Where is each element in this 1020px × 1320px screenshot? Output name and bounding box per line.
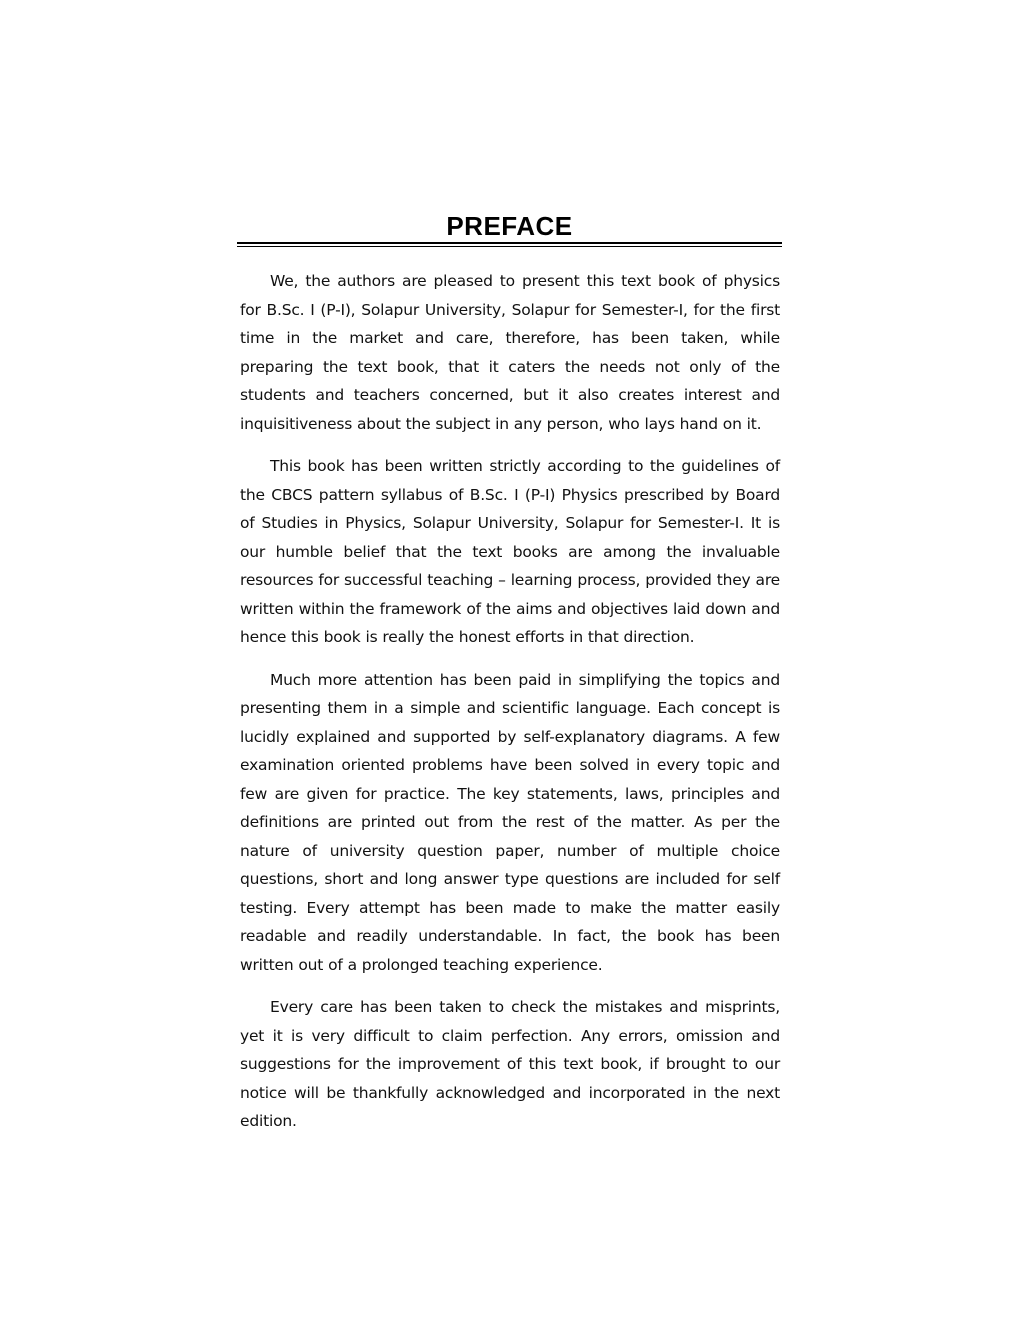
paragraph-2: This book has been written strictly according to the guidelines of the CBCS pattern syllabus of B.Sc. I (P-I) Physics prescribed by Board of Studies in Physics, Solapur University, Solapur for Semester-I. It is our humble belief that the text books are among the invaluable resources for successful teaching – learning process, provided they are written within the framework of the aims and objectives laid down and hence this book is really the honest efforts in that direction. [240, 457, 780, 646]
title-double-rule [237, 242, 782, 247]
page-title: PREFACE [446, 211, 573, 241]
preface-body [237, 267, 782, 1136]
paragraph-3: Much more attention has been paid in simplifying the topics and presenting them in a simple and scientific language. Each concept is lucidly explained and supported by self-explanatory diagrams. A few examination oriented problems have been solved in every topic and few are given for practice. The key statements, laws, principles and definitions are printed out from the rest of the matter. As per the nature of university question paper, number of multiple choice questions, short and long answer type questions are included for self testing. Every attempt has been made to make the matter easily readable and readily understandable. In fact, the book has been written out of a prolonged teaching experience. [240, 670, 780, 974]
paragraph-4: Every care has been taken to check the mistakes and misprints, yet it is very difficult to claim perfection. Any errors, omission and suggestions for the improvement of this text book, if brought to our notice will be thankfully acknowledged and incorporated in the next edition. [240, 998, 780, 1130]
paragraph-1: We, the authors are pleased to present this text book of physics for B.Sc. I (P-I), Solapur University, Solapur for Semester-I, for the first time in the market and care, therefore, has been taken, while preparing the text book, that it caters the needs not only of the students and teachers concerned, but it also creates interest and inquisitiveness about the subject in any person, who lays hand on it. [240, 272, 780, 433]
preface-section [237, 210, 782, 1150]
